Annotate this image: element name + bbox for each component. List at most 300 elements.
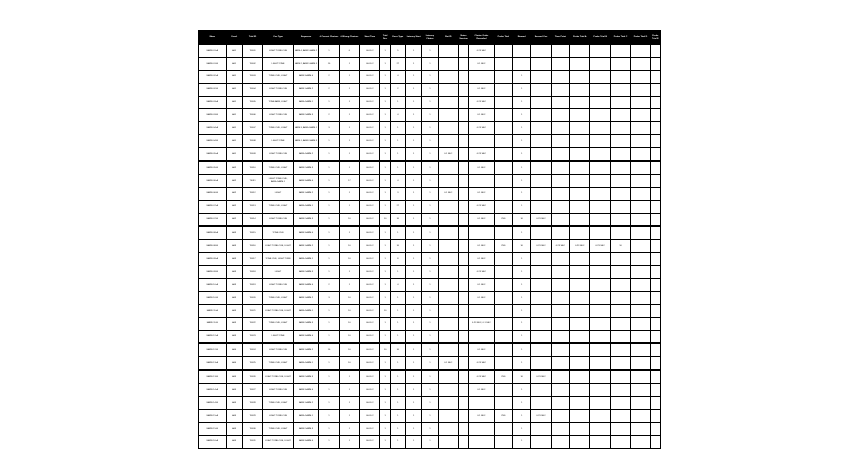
table-cell: ARM.2.ARM.3 <box>293 422 318 435</box>
table-cell: 1 <box>319 357 339 370</box>
table-cell: 1 <box>390 304 405 317</box>
table-cell <box>650 266 660 279</box>
table-cell: 0.23 SEC <box>570 240 590 253</box>
table-cell: LIGHT.TONE.CUE <box>263 213 294 226</box>
table-cell <box>458 291 468 304</box>
table-cell: 1 <box>380 109 390 122</box>
table-cell <box>531 70 551 83</box>
table-cell <box>570 253 590 266</box>
table-cell: MAZE.11-B <box>199 317 227 330</box>
table-cell <box>551 161 569 174</box>
table-cell: 1 <box>319 304 339 317</box>
table-cell: 00:01:2 <box>360 135 380 148</box>
table-cell <box>631 45 650 58</box>
table-cell <box>590 200 610 213</box>
table-cell <box>610 279 630 292</box>
table-cell: T0006 <box>242 109 262 122</box>
table-cell <box>631 240 650 253</box>
table-body <box>199 45 661 449</box>
table-cell: 1 <box>422 291 438 304</box>
table-cell <box>494 330 512 343</box>
table-cell <box>590 122 610 135</box>
table-cell: 1 <box>319 240 339 253</box>
table-cell: T0031 <box>242 435 262 448</box>
table-cell: 0.23 SEC <box>531 409 551 422</box>
table-cell: ARM.3.ARM.4 <box>293 174 318 187</box>
table-cell <box>570 304 590 317</box>
table-cell <box>469 135 494 148</box>
table-cell <box>531 422 551 435</box>
table-cell: 1 <box>380 187 390 200</box>
table-cell: 1 <box>319 435 339 448</box>
column-header: Reward <box>513 31 531 45</box>
table-row <box>199 240 661 253</box>
table-cell <box>631 397 650 410</box>
table-cell: T0013 <box>242 200 262 213</box>
table-cell: 1 <box>319 384 339 397</box>
table-cell: YES <box>494 213 512 226</box>
table-cell <box>610 135 630 148</box>
table-cell: 1 <box>422 304 438 317</box>
table-cell: 00:01:2 <box>360 266 380 279</box>
table-cell: A05 <box>226 397 242 410</box>
table-cell: 1 <box>339 226 359 239</box>
table-cell: TONE.CUE, LIGHT <box>263 397 294 410</box>
table-cell: 1 <box>405 200 421 213</box>
table-cell <box>570 422 590 435</box>
table-cell <box>458 83 468 96</box>
table-cell <box>458 187 468 200</box>
table-cell <box>458 435 468 448</box>
table-cell <box>590 317 610 330</box>
table-cell: 1 <box>513 422 531 435</box>
table-cell <box>551 409 569 422</box>
table-cell <box>590 83 610 96</box>
table-cell: T0030 <box>242 422 262 435</box>
table-cell <box>531 83 551 96</box>
table-cell: 1 <box>513 122 531 135</box>
table-cell: 1 <box>390 226 405 239</box>
table-cell: 3 <box>319 122 339 135</box>
table-cell: MAZE.04-B <box>199 135 227 148</box>
table-cell: 1 <box>339 435 359 448</box>
table-cell: 00:01:2 <box>360 384 380 397</box>
table-cell: 1 <box>380 161 390 174</box>
table-cell <box>610 70 630 83</box>
table-cell <box>590 397 610 410</box>
table-cell: 4 <box>390 70 405 83</box>
table-cell: 1 <box>422 226 438 239</box>
table-cell <box>494 226 512 239</box>
table-cell: A05 <box>226 409 242 422</box>
table-cell <box>551 266 569 279</box>
table-cell <box>590 148 610 161</box>
table-cell <box>610 57 630 70</box>
table-row <box>199 57 661 70</box>
table-cell <box>631 200 650 213</box>
table-cell: LIGHT.TONE.CUE, LIGHT <box>263 240 294 253</box>
table-cell: 17 <box>339 174 359 187</box>
table-cell <box>590 213 610 226</box>
table-row <box>199 317 661 330</box>
table-cell <box>531 226 551 239</box>
table-cell <box>438 370 458 383</box>
table-cell <box>469 70 494 83</box>
table-cell: A03 <box>226 304 242 317</box>
table-cell: 1 <box>390 266 405 279</box>
table-cell <box>551 304 569 317</box>
table-cell <box>570 187 590 200</box>
table-row <box>199 226 661 239</box>
table-cell: 1 <box>422 253 438 266</box>
table-cell: 1 <box>405 370 421 383</box>
table-cell: 1 <box>422 435 438 448</box>
table-cell <box>438 409 458 422</box>
table-cell <box>551 317 569 330</box>
table-cell <box>458 45 468 58</box>
table-cell <box>469 435 494 448</box>
table-cell <box>570 122 590 135</box>
table-cell: 1 <box>405 304 421 317</box>
table-cell: 1 <box>390 161 405 174</box>
table-cell <box>570 70 590 83</box>
table-cell <box>650 57 660 70</box>
table-cell: 1 <box>422 70 438 83</box>
table-cell: T0003 <box>242 70 262 83</box>
table-cell <box>531 122 551 135</box>
table-cell <box>610 397 630 410</box>
table-cell <box>531 330 551 343</box>
table-cell <box>590 370 610 383</box>
table-cell: 0.1 SEC <box>469 291 494 304</box>
table-cell: A05 <box>226 435 242 448</box>
table-cell <box>590 57 610 70</box>
table-cell: 0.23 SEC <box>531 213 551 226</box>
table-cell: 8 <box>390 253 405 266</box>
table-cell: 1 <box>422 266 438 279</box>
table-cell: MAZE.07-A <box>199 200 227 213</box>
table-cell <box>531 174 551 187</box>
table-cell <box>458 96 468 109</box>
table-cell: T0025 <box>242 357 262 370</box>
table-cell <box>469 397 494 410</box>
table-cell <box>650 304 660 317</box>
table-cell: ARM.4.ARM.1 <box>293 96 318 109</box>
table-cell: 1 <box>405 357 421 370</box>
table-cell: 1 <box>339 57 359 70</box>
table-cell: MAZE.10-A <box>199 279 227 292</box>
table-cell <box>458 122 468 135</box>
table-cell: A03 <box>226 317 242 330</box>
table-cell <box>631 357 650 370</box>
column-header: Cue Type <box>263 31 294 45</box>
table-cell <box>631 187 650 200</box>
table-cell: 00:01:2 <box>360 226 380 239</box>
table-cell <box>494 83 512 96</box>
table-cell: T0020 <box>242 291 262 304</box>
table-cell <box>610 409 630 422</box>
table-cell <box>590 343 610 356</box>
table-cell <box>531 279 551 292</box>
table-cell: 1 <box>422 317 438 330</box>
table-cell: MAZE.07-B <box>199 213 227 226</box>
table-cell: 1 <box>405 422 421 435</box>
table-cell <box>650 240 660 253</box>
table-cell: 1 <box>319 96 339 109</box>
table-cell: 00:01:2 <box>360 148 380 161</box>
table-cell <box>469 330 494 343</box>
table-cell: TONE.CUE, LIGHT <box>263 122 294 135</box>
table-cell <box>590 279 610 292</box>
table-cell: 00:01:2 <box>360 45 380 58</box>
table-cell: 1 <box>380 370 390 383</box>
table-cell: LIGHT.TONE <box>263 57 294 70</box>
table-cell: 10 <box>513 213 531 226</box>
table-cell <box>650 45 660 58</box>
table-cell: 1 <box>319 422 339 435</box>
table-cell <box>438 70 458 83</box>
table-cell: A04 <box>226 343 242 356</box>
table-cell: ARM.1.ARM.2 <box>293 343 318 356</box>
table-cell <box>551 397 569 410</box>
table-cell: LIGHT.TONE.CUE <box>263 279 294 292</box>
table-cell: A02 <box>226 200 242 213</box>
table-cell <box>590 109 610 122</box>
table-cell <box>531 357 551 370</box>
table-cell <box>531 200 551 213</box>
table-cell: 1 <box>380 279 390 292</box>
table-cell <box>551 57 569 70</box>
table-cell: TONE.CUE, LIGHT <box>263 291 294 304</box>
table-cell <box>438 397 458 410</box>
table-cell: TONE.CUE, LIGHT <box>263 200 294 213</box>
table-cell <box>610 83 630 96</box>
table-cell: 0.23 SEC <box>531 240 551 253</box>
table-cell: ARM.2.ARM.3 <box>293 370 318 383</box>
table-cell <box>650 148 660 161</box>
table-cell: ARM.1, ARM.2.ARM.3 <box>293 135 318 148</box>
table-cell <box>438 279 458 292</box>
column-header: Maze <box>199 31 227 45</box>
table-cell: LIGHT.TONE.CUE, LIGHT <box>263 435 294 448</box>
table-cell <box>610 109 630 122</box>
table-cell: 1 <box>513 135 531 148</box>
table-cell: MAZE.05-B <box>199 161 227 174</box>
table-cell <box>570 226 590 239</box>
table-cell: 10 <box>390 213 405 226</box>
table-cell: 1 <box>513 304 531 317</box>
table-cell <box>570 435 590 448</box>
table-cell <box>551 200 569 213</box>
table-cell <box>570 96 590 109</box>
table-cell: 1 <box>380 253 390 266</box>
table-cell: 2 <box>319 83 339 96</box>
table-cell: ARM.1.ARM.2 <box>293 187 318 200</box>
table-cell: 0.23 SEC <box>469 122 494 135</box>
table-cell <box>551 343 569 356</box>
table-cell: LIGHT.TONE.CUE, LIGHT <box>263 304 294 317</box>
table-cell <box>590 435 610 448</box>
table-cell: A01 <box>226 109 242 122</box>
table-cell: 1 <box>513 317 531 330</box>
table-cell <box>494 187 512 200</box>
column-header: Sequence <box>293 31 318 45</box>
table-cell: 0.1 SEC <box>469 213 494 226</box>
table-cell: MAZE.12-B <box>199 343 227 356</box>
table-cell <box>570 409 590 422</box>
table-cell: 1 <box>380 57 390 70</box>
table-cell: 1 <box>339 409 359 422</box>
table-cell: 1 <box>422 57 438 70</box>
column-header: Probe Trial <box>494 31 512 45</box>
table-cell: 1 <box>380 200 390 213</box>
table-cell: 1 <box>380 330 390 343</box>
table-cell: 1 <box>339 96 359 109</box>
table-row <box>199 253 661 266</box>
table-cell <box>631 135 650 148</box>
table-cell: ARM.3.ARM.4 <box>293 279 318 292</box>
table-cell <box>631 330 650 343</box>
table-cell: MAZE.14-B <box>199 397 227 410</box>
table-cell: YES <box>494 370 512 383</box>
table-row <box>199 409 661 422</box>
table-cell <box>531 96 551 109</box>
table-cell <box>650 291 660 304</box>
table-cell: 00:01:2 <box>360 317 380 330</box>
table-cell <box>631 226 650 239</box>
table-cell: 1 <box>380 83 390 96</box>
table-cell: 1 <box>405 135 421 148</box>
table-cell <box>590 96 610 109</box>
table-cell <box>631 122 650 135</box>
table-cell <box>650 187 660 200</box>
table-cell: LIGHT.TONE <box>263 330 294 343</box>
table-cell: 1 <box>339 148 359 161</box>
table-row <box>199 45 661 58</box>
table-cell <box>551 148 569 161</box>
table-cell <box>551 213 569 226</box>
table-cell: 1 <box>380 45 390 58</box>
table-cell <box>570 291 590 304</box>
table-cell: 1 <box>319 226 339 239</box>
table-cell: ARM.2.ARM.3 <box>293 161 318 174</box>
table-row <box>199 291 661 304</box>
table-cell <box>570 279 590 292</box>
table-cell <box>590 45 610 58</box>
table-cell <box>590 266 610 279</box>
table-cell: 10 <box>610 240 630 253</box>
table-cell: 1 <box>405 435 421 448</box>
table-cell: A05 <box>226 384 242 397</box>
table-cell: 00:01:2 <box>360 122 380 135</box>
table-cell: 1 <box>513 330 531 343</box>
table-cell: MAZE.02-B <box>199 83 227 96</box>
table-cell <box>513 45 531 58</box>
table-cell <box>570 213 590 226</box>
table-cell <box>458 409 468 422</box>
table-cell: ARM.1.ARM.2 <box>293 240 318 253</box>
table-row <box>199 122 661 135</box>
table-cell: LIGHT.TONE.CUE <box>263 148 294 161</box>
table-cell <box>590 422 610 435</box>
table-cell: 1 <box>319 370 339 383</box>
table-cell: 1 <box>390 122 405 135</box>
table-cell: 1 <box>422 343 438 356</box>
table-cell: 0.23 SEC, 0.1 SEC <box>469 317 494 330</box>
table-cell: 0.1 SEC <box>469 109 494 122</box>
table-cell: 1 <box>319 253 339 266</box>
table-cell <box>458 70 468 83</box>
column-header: # Wrong Choices <box>339 31 359 45</box>
table-cell <box>590 304 610 317</box>
table-cell <box>610 266 630 279</box>
table-cell: 1 <box>405 57 421 70</box>
table-cell <box>494 266 512 279</box>
table-cell <box>458 148 468 161</box>
table-cell: 4 <box>390 279 405 292</box>
table-cell: 1 <box>339 370 359 383</box>
table-cell <box>610 148 630 161</box>
table-cell: 1 <box>390 135 405 148</box>
table-cell: ARM.3.ARM.4 <box>293 384 318 397</box>
table-cell: 1 <box>405 384 421 397</box>
table-cell: A01 <box>226 70 242 83</box>
table-cell: 2 <box>319 279 339 292</box>
table-row <box>199 109 661 122</box>
table-cell: MAZE.03-B <box>199 109 227 122</box>
table-cell: 1 <box>380 70 390 83</box>
table-cell: T0010 <box>242 161 262 174</box>
table-row <box>199 435 661 448</box>
table-cell: T0017 <box>242 253 262 266</box>
table-cell: 0.1 SEC <box>469 187 494 200</box>
table-cell <box>438 96 458 109</box>
table-cell <box>590 357 610 370</box>
table-cell: 1 <box>319 200 339 213</box>
table-cell: LIGHT.TONE <box>263 135 294 148</box>
table-cell: 1 <box>513 187 531 200</box>
table-cell <box>631 83 650 96</box>
table-cell <box>438 384 458 397</box>
table-cell: 1 <box>405 279 421 292</box>
table-cell: A03 <box>226 240 242 253</box>
table-cell <box>610 330 630 343</box>
table-cell <box>610 422 630 435</box>
table-cell <box>458 397 468 410</box>
table-cell: 00:01:2 <box>360 357 380 370</box>
table-cell: TONE.CUE, LIGHT <box>263 161 294 174</box>
table-cell <box>650 226 660 239</box>
table-cell: 1 <box>422 422 438 435</box>
table-cell: ARM.4.ARM.1 <box>293 200 318 213</box>
table-cell: T0021 <box>242 304 262 317</box>
table-cell: MAZE.02-A <box>199 70 227 83</box>
table-cell <box>531 148 551 161</box>
table-header <box>199 31 661 45</box>
table-cell <box>458 253 468 266</box>
table-row <box>199 343 661 356</box>
table-cell: A02 <box>226 161 242 174</box>
table-cell: ARM.4.ARM.1 <box>293 253 318 266</box>
table-cell <box>551 384 569 397</box>
table-cell <box>438 174 458 187</box>
table-cell: A03 <box>226 330 242 343</box>
table-cell <box>494 317 512 330</box>
table-cell <box>438 253 458 266</box>
table-cell: 00:01:2 <box>360 161 380 174</box>
table-cell <box>458 357 468 370</box>
table-cell <box>494 45 512 58</box>
